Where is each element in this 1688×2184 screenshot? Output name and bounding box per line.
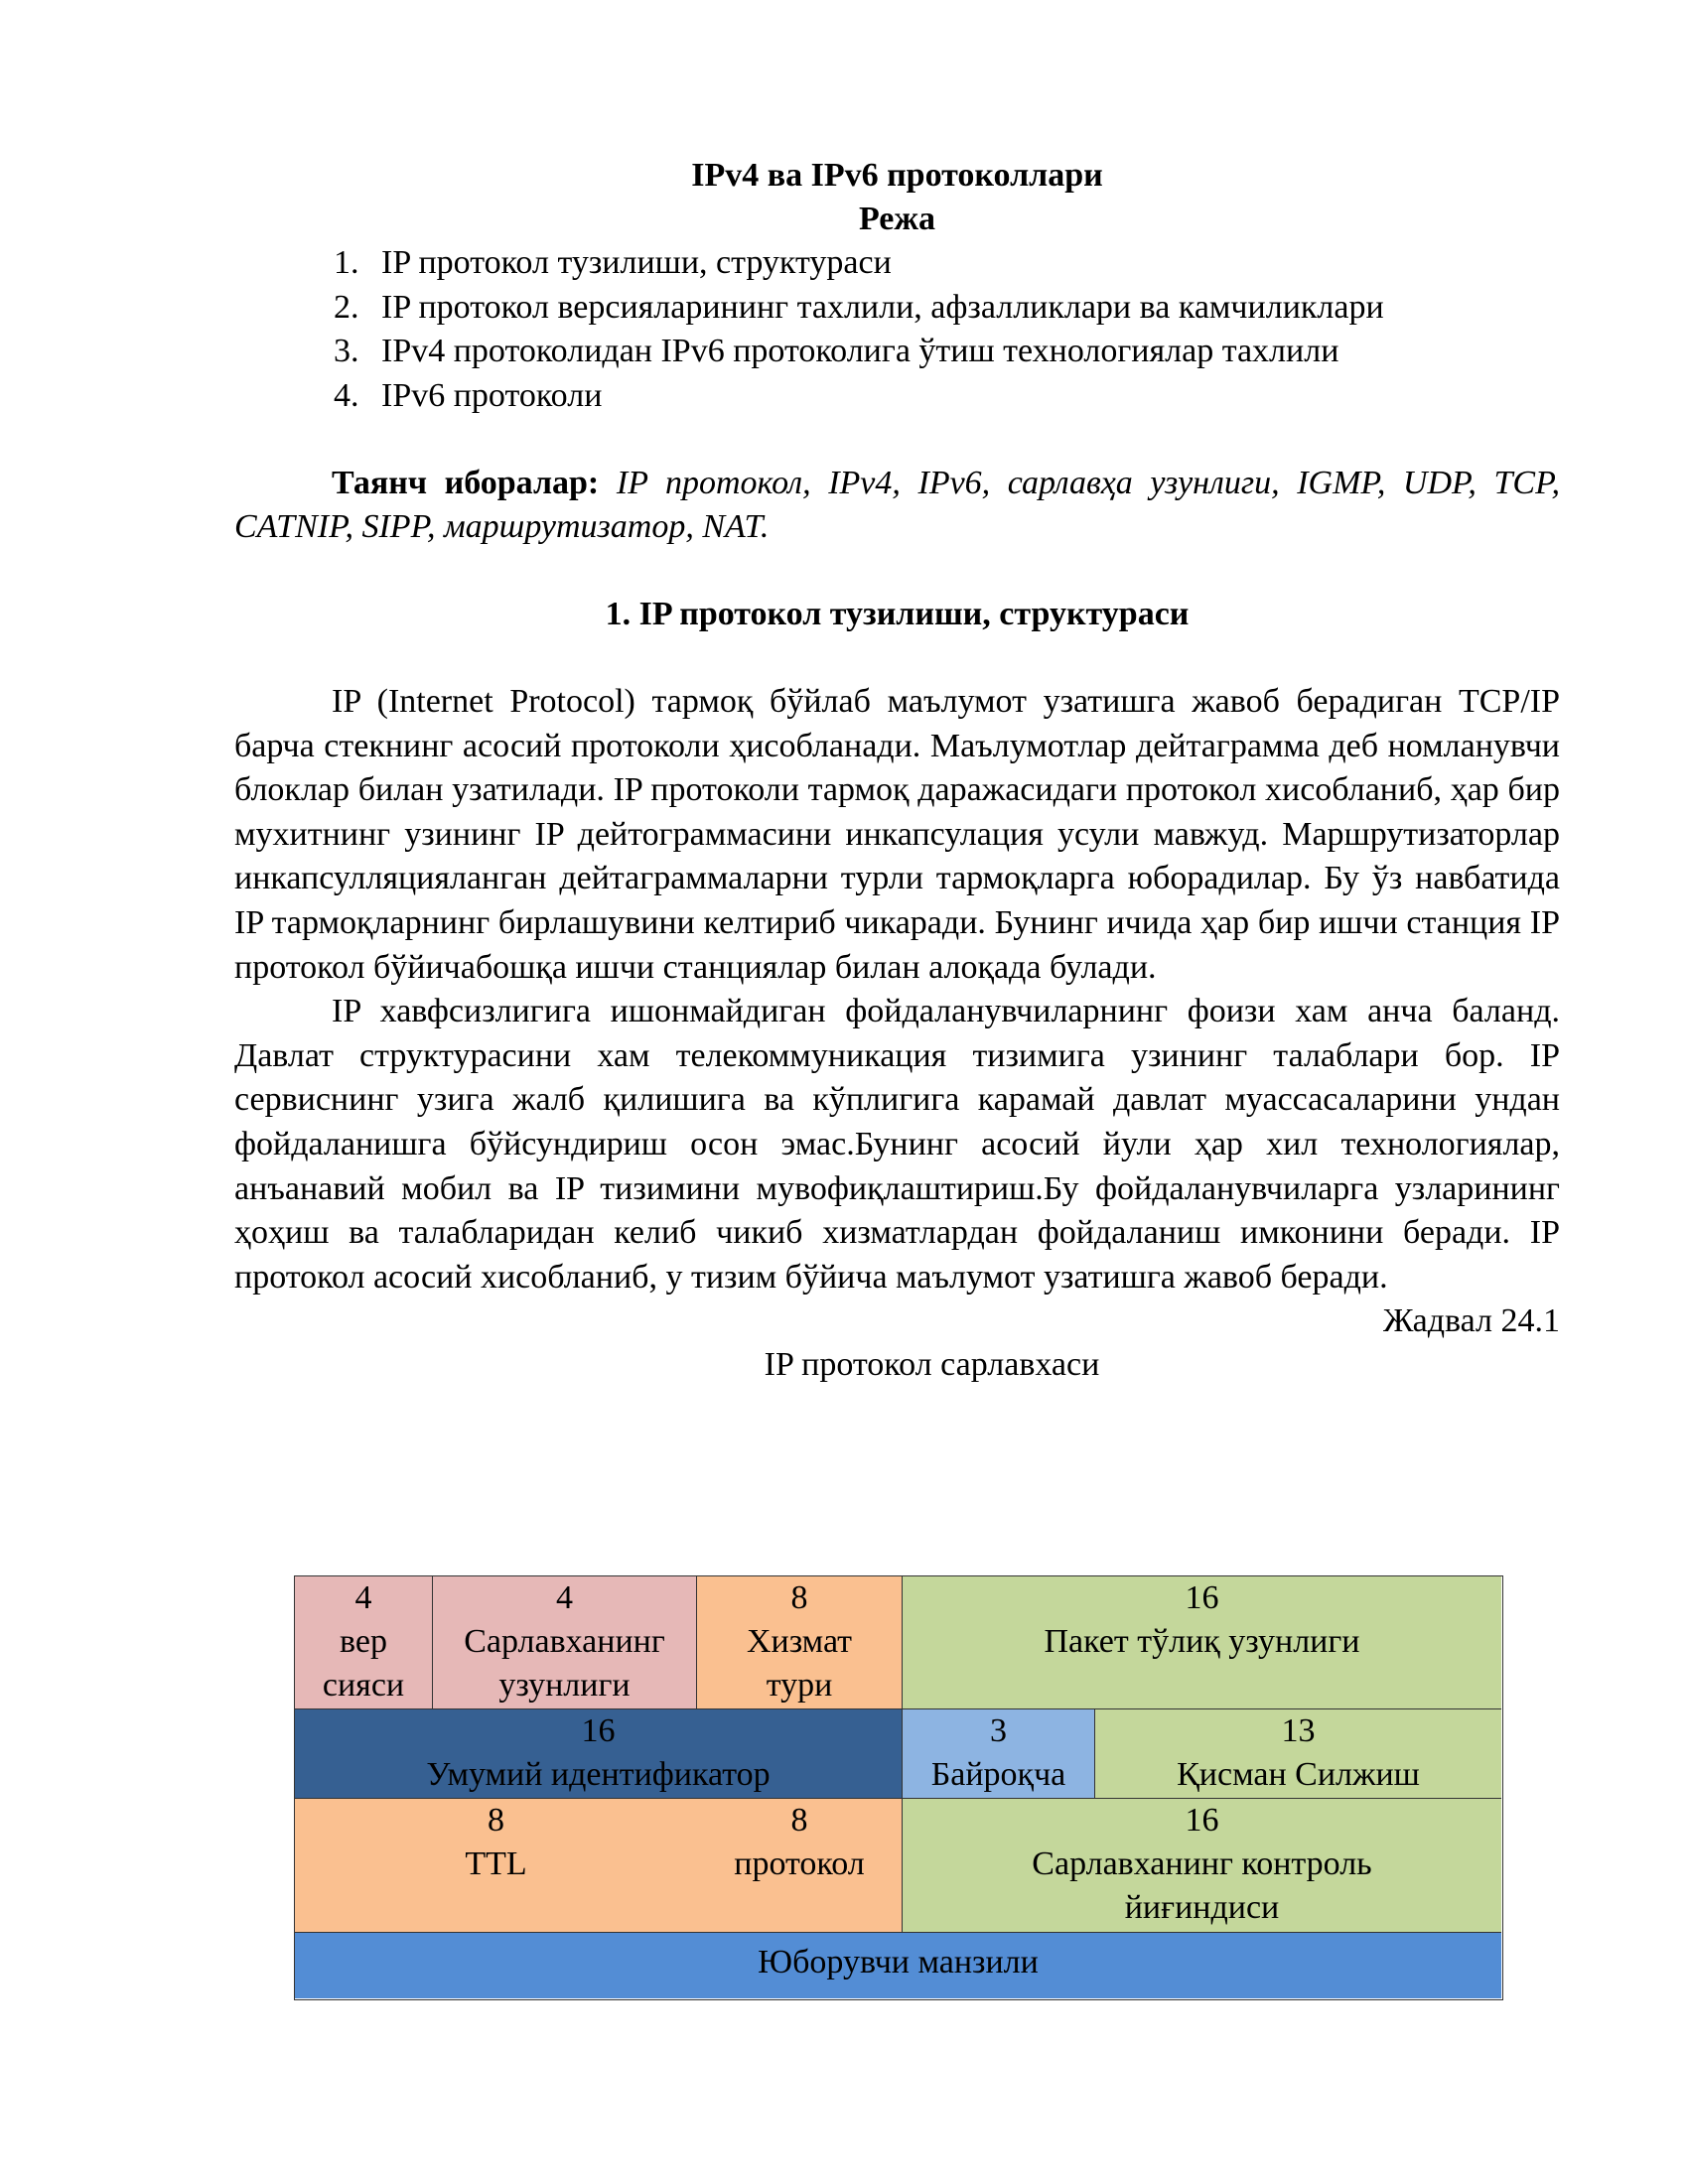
plan-item-text: IPv4 протоколидан IPv6 протоколига ўтиш технологиялар тахлили bbox=[381, 333, 1339, 369]
plan-item-text: IP протокол тузилиши, структураси bbox=[381, 244, 892, 281]
cell-source-address bbox=[295, 1933, 1501, 1998]
document-title: IPv4 ва IPv6 протоколлари bbox=[691, 157, 1103, 194]
cell-label: Сарлавханинг bbox=[464, 1623, 665, 1660]
cell-label: узунлиги bbox=[498, 1667, 631, 1704]
cell-label: Сарлавханинг контроль bbox=[1032, 1845, 1372, 1882]
cell-protocol bbox=[697, 1799, 903, 1933]
body-paragraph: IP (Internet Protocol) тармоқ бўйлаб маълумот узатишга жавоб берадиган TCP/IP барча стекнинг асосий протоколи ҳисобланади. Маълумотлар дейтаграмма деб номланувчи блоклар билан узатилади. IP протоколи тармоқ даражасидаги протокол хисобланиб, ҳар бир мухитнинг узининг IP дейтограммасини инкапсулация усули мавжуд. Маршрутизаторлар инкапсулляцияланган дейтаграммаларни турли тармоқларга юборадилар. Бу ўз навбатида IP тармоқларнинг бирлашувини келтириб чикаради. Бунинг ичида ҳар бир ишчи станция IP протокол бўйичабошқа ишчи станциялар билан алоқада булади. bbox=[234, 683, 1560, 986]
plan-item bbox=[234, 286, 1560, 331]
plan-item bbox=[234, 241, 1560, 286]
plan-item-number: 4. bbox=[334, 376, 359, 414]
cell-identifier bbox=[295, 1709, 903, 1799]
document-page bbox=[234, 154, 1560, 1387]
cell-label: Пакет тўлиқ узунлиги bbox=[1044, 1623, 1360, 1660]
cell-label: протокол bbox=[734, 1845, 865, 1882]
section-heading: 1. IP протокол тузилиши, структураси bbox=[605, 596, 1190, 632]
table-number: Жадвал 24.1 bbox=[1383, 1302, 1560, 1340]
cell-fragment-offset bbox=[1095, 1709, 1501, 1799]
cell-bits: 8 bbox=[790, 1579, 808, 1616]
cell-bits: 16 bbox=[581, 1712, 616, 1749]
cell-label: Хизмат bbox=[746, 1623, 853, 1660]
body-paragraph: IP хавфсизлигига ишонмайдиган фойдаланувчиларнинг фоизи хам анча баланд. Давлат структурасини хам телекоммуникация тизимига узининг талаблари бор. IP сервиснинг узига жалб қилишига ва кўплигига карамай давлат муассасаларини ундан фойдаланишга бўйсундириш осон эмас.Бунинг асосий йули ҳар хил технологиялар, анъанавий мобил ва IP тизимини мувофиқлаштириш.Бу фойдаланувчиларга узларининг ҳоҳиш ва талабларидан келиб чикиб хизматлардан фойдаланиш имконини беради. IP протокол асосий хисобланиб, у тизим бўйича маълумот узатишга жавоб беради. bbox=[234, 993, 1560, 1296]
cell-label: Байроқча bbox=[930, 1756, 1066, 1793]
keywords-paragraph bbox=[234, 462, 1560, 549]
cell-label: Қисман Силжиш bbox=[1177, 1756, 1420, 1793]
cell-label: вер bbox=[340, 1623, 387, 1660]
cell-label: TTL bbox=[465, 1845, 527, 1882]
plan-heading: Режа bbox=[858, 201, 936, 237]
plan-list bbox=[234, 241, 1560, 418]
cell-label: йиғиндиси bbox=[1124, 1889, 1280, 1926]
plan-item bbox=[234, 374, 1560, 419]
cell-bits: 16 bbox=[1185, 1579, 1219, 1616]
keywords-text: IP протокол, IPv4, IPv6, сарлавҳа узунлиги, IGMP, UDP, TCP, CATNIP, SIPP, маршрутизатор, NAT. bbox=[234, 465, 1560, 545]
cell-checksum bbox=[903, 1799, 1501, 1933]
cell-total-length bbox=[903, 1576, 1501, 1709]
table-title: IP протокол сарлавхаси bbox=[764, 1346, 1100, 1384]
cell-bits: 3 bbox=[990, 1712, 1007, 1749]
cell-flags bbox=[903, 1709, 1095, 1799]
cell-label: Юборувчи манзили bbox=[758, 1944, 1039, 1980]
ip-header-table bbox=[294, 1575, 1503, 2000]
cell-bits: 8 bbox=[790, 1802, 808, 1839]
cell-label: Умумий идентификатор bbox=[426, 1756, 771, 1793]
cell-bits: 16 bbox=[1185, 1802, 1219, 1839]
cell-header-length bbox=[433, 1576, 697, 1709]
cell-bits: 13 bbox=[1281, 1712, 1316, 1749]
plan-item-text: IP протокол версияларининг тахлили, афзалликлари ва камчиликлари bbox=[381, 288, 1384, 326]
keywords-label: Таянч иборалар: bbox=[332, 465, 600, 501]
cell-label: сияси bbox=[322, 1667, 405, 1704]
plan-item-number: 3. bbox=[334, 333, 359, 369]
plan-item bbox=[234, 330, 1560, 374]
cell-bits: 4 bbox=[354, 1579, 372, 1616]
cell-bits: 4 bbox=[556, 1579, 573, 1616]
plan-item-text: IPv6 протоколи bbox=[381, 376, 603, 414]
cell-ttl bbox=[295, 1799, 697, 1933]
cell-version bbox=[295, 1576, 433, 1709]
cell-service-type bbox=[697, 1576, 903, 1709]
plan-item-number: 2. bbox=[334, 288, 359, 326]
cell-bits: 8 bbox=[488, 1802, 504, 1839]
plan-item-number: 1. bbox=[334, 244, 359, 281]
cell-label: тури bbox=[766, 1667, 833, 1704]
